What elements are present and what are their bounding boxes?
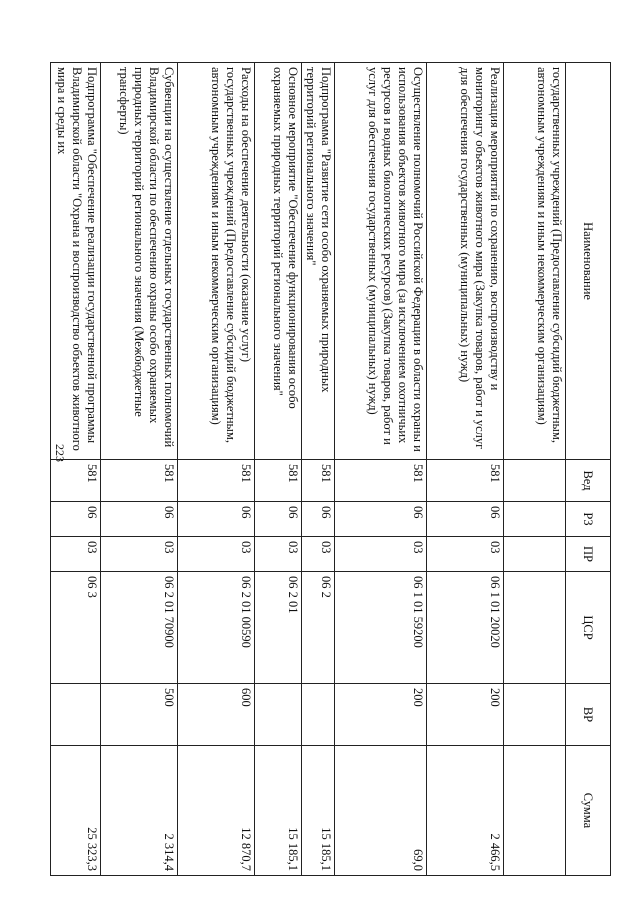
col-header-name: Наименование <box>566 63 611 460</box>
row-vr <box>51 684 101 746</box>
row-pr: 03 <box>427 537 504 572</box>
row-ved: 581 <box>101 460 178 502</box>
table-row <box>101 63 178 876</box>
row-rz: 06 <box>302 502 335 537</box>
row-sum: 69,0 <box>335 746 427 876</box>
row-pr: 03 <box>255 537 302 572</box>
row-name: государственных учреждений (Предоставление субсидий бюджетным, автономным учреждениям и иным некоммерческим организациям) <box>504 63 566 460</box>
row-sum: 15 185,1 <box>302 746 335 876</box>
row-csr: 06 2 01 70900 <box>101 572 178 684</box>
row-csr: 06 2 <box>302 572 335 684</box>
row-rz: 06 <box>255 502 302 537</box>
row-ved: 581 <box>255 460 302 502</box>
table-header-row <box>566 63 611 876</box>
table-row <box>335 63 427 876</box>
row-rz: 06 <box>101 502 178 537</box>
row-pr: 03 <box>335 537 427 572</box>
row-rz: 06 <box>335 502 427 537</box>
row-sum: 2 314,4 <box>101 746 178 876</box>
row-pr: 03 <box>302 537 335 572</box>
row-rz: 06 <box>51 502 101 537</box>
row-csr: 06 2 01 00590 <box>178 572 255 684</box>
row-csr <box>504 572 566 684</box>
row-vr: 200 <box>335 684 427 746</box>
row-rz <box>504 502 566 537</box>
row-sum: 15 185,1 <box>255 746 302 876</box>
row-csr: 06 3 <box>51 572 101 684</box>
row-name: Осуществление полномочий Российской Федерации в области охраны и использования объектов животного мира (за исключением охотничьих ресурсов и водных биологических ресурсов) (Закупка товаров, работ и услуг для обеспечения государственных (муниципальных) нужд) <box>335 63 427 460</box>
col-header-ved: Вед <box>566 460 611 502</box>
table-row <box>255 63 302 876</box>
row-sum: 12 870,7 <box>178 746 255 876</box>
row-csr: 06 2 01 <box>255 572 302 684</box>
row-name: Субвенции на осуществление отдельных государственных полномочий Владимирской области по обеспечению охраны особо охраняемых природных территорий регионального значения (Межбюджетные трансферты) <box>101 63 178 460</box>
row-rz: 06 <box>178 502 255 537</box>
row-rz: 06 <box>427 502 504 537</box>
row-ved: 581 <box>302 460 335 502</box>
row-vr <box>255 684 302 746</box>
col-header-csr: ЦСР <box>566 572 611 684</box>
row-vr <box>504 684 566 746</box>
row-name: Расходы на обеспечение деятельности (оказание услуг) государственных учреждений (Предоставление субсидий бюджетным, автономным учреждениям и иным некоммерческим организациям) <box>178 63 255 460</box>
table-row <box>302 63 335 876</box>
table-row <box>504 63 566 876</box>
row-name: Подпрограмма "Развитие сети особо охраняемых природных территорий регионального значения" <box>302 63 335 460</box>
row-ved: 581 <box>178 460 255 502</box>
col-header-pr: ПР <box>566 537 611 572</box>
table-row <box>178 63 255 876</box>
page-number: 223 <box>53 444 67 462</box>
row-sum: 25 323,3 <box>51 746 101 876</box>
row-sum <box>504 746 566 876</box>
row-sum: 2 466,5 <box>427 746 504 876</box>
row-pr: 03 <box>178 537 255 572</box>
budget-table <box>50 62 611 876</box>
row-vr <box>302 684 335 746</box>
row-pr: 03 <box>101 537 178 572</box>
table-row <box>427 63 504 876</box>
row-csr: 06 1 01 59200 <box>335 572 427 684</box>
row-ved: 581 <box>335 460 427 502</box>
row-ved <box>504 460 566 502</box>
row-vr: 600 <box>178 684 255 746</box>
row-csr: 06 1 01 20020 <box>427 572 504 684</box>
row-name: Подпрограмма "Обеспечение реализации государственной программы Владимирской области "Охрана и воспроизводство объектов животного мира и среды их <box>51 63 101 460</box>
col-header-vr: ВР <box>566 684 611 746</box>
row-name: Основное мероприятие "Обеспечение функционирования особо охраняемых природных территорий регионального значения" <box>255 63 302 460</box>
row-ved: 581 <box>51 460 101 502</box>
col-header-sum: Сумма <box>566 746 611 876</box>
row-name: Реализация мероприятий по сохранению, воспроизводству и мониторингу объектов животного мира (Закупка товаров, работ и услуг для обеспечения государственных (муниципальных) нужд) <box>427 63 504 460</box>
col-header-rz: РЗ <box>566 502 611 537</box>
row-vr: 500 <box>101 684 178 746</box>
row-ved: 581 <box>427 460 504 502</box>
table-row <box>51 63 101 876</box>
row-pr: 03 <box>51 537 101 572</box>
row-vr: 200 <box>427 684 504 746</box>
row-pr <box>504 537 566 572</box>
